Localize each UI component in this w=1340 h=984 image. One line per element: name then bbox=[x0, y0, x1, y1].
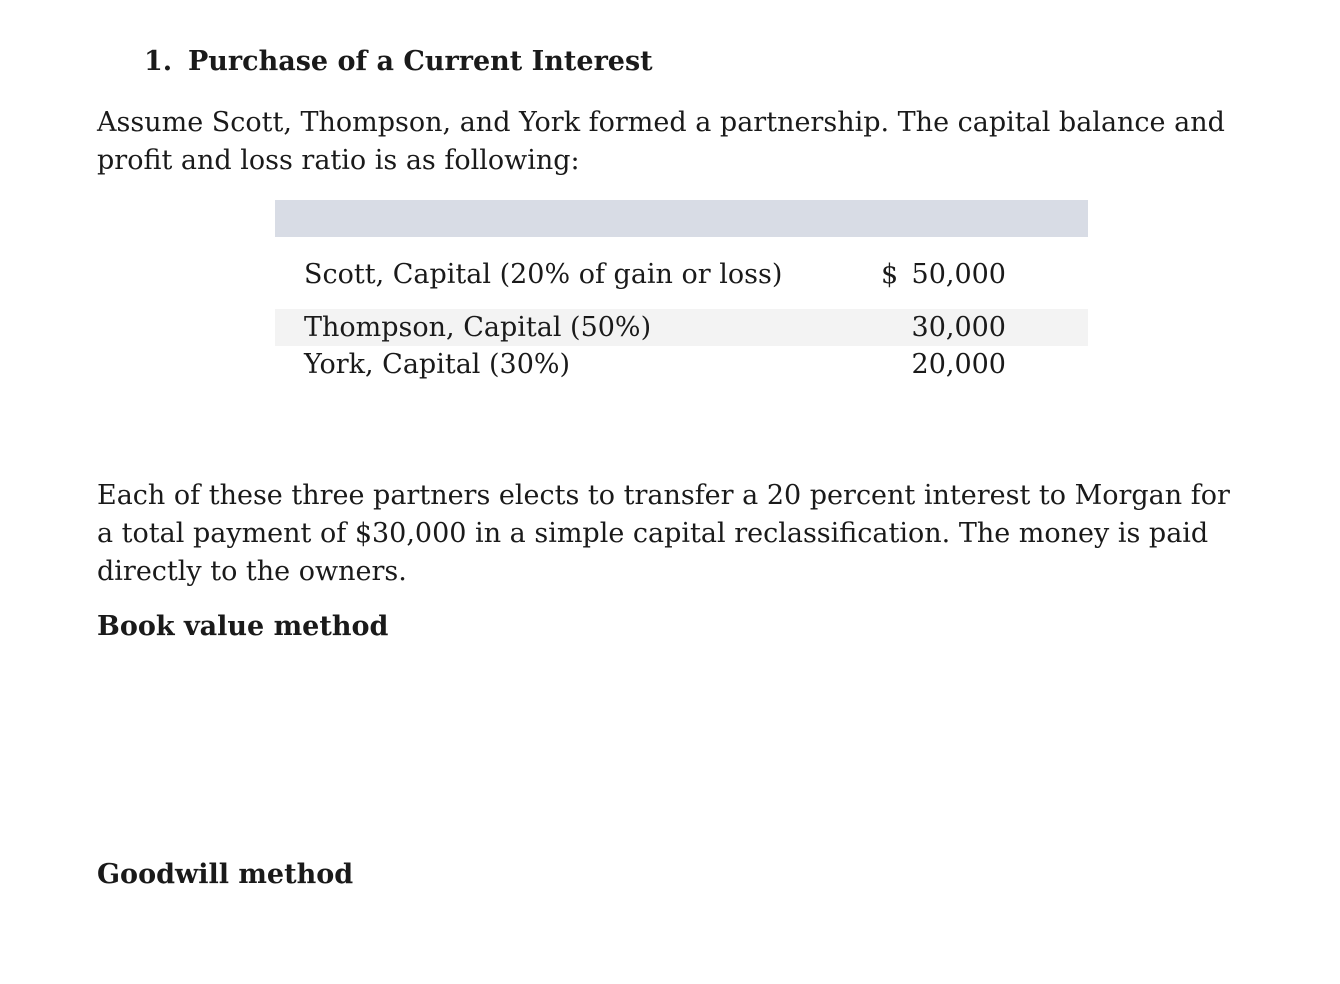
table-header-bar bbox=[275, 200, 1088, 237]
problem-number: 1. bbox=[144, 46, 173, 77]
book-value-heading: Book value method bbox=[97, 611, 389, 642]
table-row-scott bbox=[275, 256, 1088, 293]
row-label: Thompson, Capital (50%) bbox=[304, 312, 652, 343]
table-row-york bbox=[275, 346, 1088, 383]
problem-heading bbox=[144, 46, 653, 77]
table-row-thompson bbox=[275, 309, 1088, 346]
problem-title: Purchase of a Current Interest bbox=[188, 46, 653, 77]
row-currency: $ bbox=[881, 259, 899, 290]
transfer-paragraph: Each of these three partners elects to transfer a 20 percent interest to Morgan for a total payment of $30,000 in a simple capital reclassification. The money is paid directly to the owners. bbox=[97, 480, 1230, 587]
row-amount: 50,000 bbox=[911, 259, 1006, 290]
row-amount: 30,000 bbox=[911, 312, 1006, 343]
goodwill-heading: Goodwill method bbox=[97, 859, 354, 890]
row-label: York, Capital (30%) bbox=[304, 349, 571, 380]
row-label: Scott, Capital (20% of gain or loss) bbox=[304, 259, 783, 290]
capital-table bbox=[275, 200, 1088, 380]
intro-paragraph: Assume Scott, Thompson, and York formed a partnership. The capital balance and profit and loss ratio is as following: bbox=[97, 107, 1225, 176]
row-amount: 20,000 bbox=[911, 349, 1006, 380]
